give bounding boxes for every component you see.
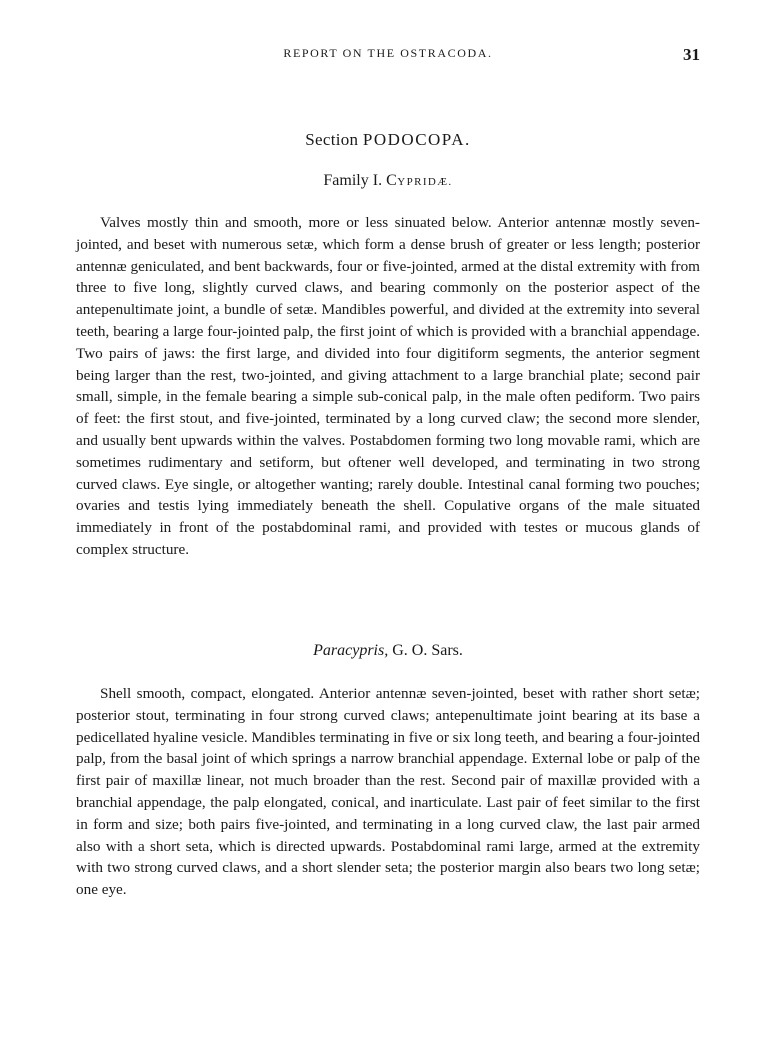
family-prefix: Family I. [323, 172, 383, 189]
family-name-rest: YPRIDÆ. [397, 176, 453, 188]
section-prefix: Section [305, 130, 359, 149]
genus-authority: G. O. Sars. [392, 642, 463, 659]
family-name-initial: C [386, 172, 398, 189]
running-head: REPORT ON THE OSTRACODA. [283, 46, 493, 60]
genus-description-paragraph: Shell smooth, compact, elongated. Anterior antennæ seven-jointed, beset with rather short setæ; posterior stout, terminating in four strong curved claws; antepenultimate joint bearing at its base a pedicellated hyaline vesicle. Mandibles terminating in five or six long teeth, and bearing a four-jointed palp, from the basal joint of which springs a narrow branchial appendage. External lobe or palp of the first pair of maxillæ linear, not much broader than the rest. Second pair of maxillæ provided with a branchial appendage, the palp elongated, conical, and inarticulate. Last pair of feet similar to the first in form and size; both pairs five-jointed, and terminating in a long curved claw, the last pair armed also with a short seta, which is directed upwards. Postabdominal rami large, armed at the extremity with two strong curved claws, and a short slender seta; the posterior margin also bears two long setæ; one eye. [76, 685, 700, 899]
section-heading [0, 130, 776, 150]
genus-name: Paracypris, [313, 642, 389, 659]
section-name: PODOCOPA. [362, 130, 471, 149]
family-description-paragraph: Valves mostly thin and smooth, more or less sinuated below. Anterior antennæ mostly seven-jointed, and beset with numerous setæ, which form a dense brush of greater or less length; posterior antennæ geniculated, and bent backwards, four or five-jointed, armed at the distal extremity with from three to five long, slightly curved claws, and bearing commonly on the posterior aspect of the antepenultimate joint, a bundle of setæ. Mandibles powerful, and divided at the extremity into several teeth, bearing a large four-jointed palp, the first joint of which is provided with a branchial appendage. Two pairs of jaws: the first large, and divided into four digitiform segments, the anterior segment being larger than the rest, two-jointed, and giving attachment to a large branchial plate; second pair small, simple, in the female bearing a simple sub-conical palp, in the male often pediform. Two pairs of feet: the first stout, and five-jointed, terminated by a long curved claw; the second more slender, and usually bent upwards within the valves. Postabdomen forming two long movable rami, which are sometimes rudimentary and setiform, but oftener well developed, and terminating in two strong curved claws. Eye single, or altogether wanting; rarely double. Intestinal canal forming two pouches; ovaries and testis lying immediately beneath the shell. Copulative organs of the male situated immediately in front of the postabdominal rami, and provided with testes or mucous glands of complex structure. [76, 214, 700, 558]
genus-heading [0, 642, 776, 660]
page-number: 31 [683, 45, 700, 64]
family-heading [0, 172, 776, 190]
family-name [386, 172, 453, 189]
